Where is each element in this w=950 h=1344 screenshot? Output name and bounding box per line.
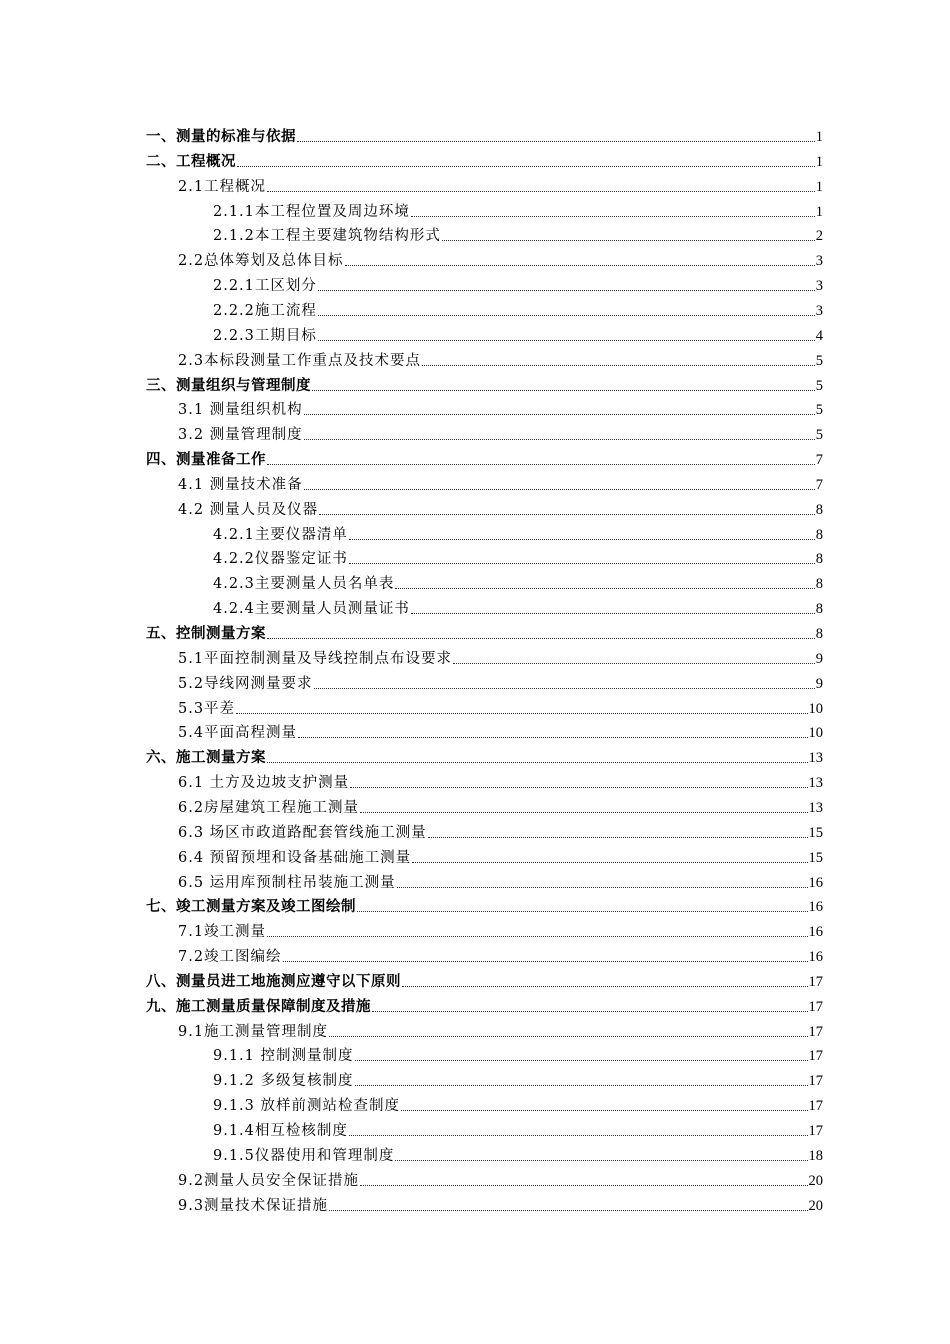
dot-leader [355, 1085, 808, 1086]
toc-entry[interactable] [213, 299, 823, 321]
toc-entry[interactable] [146, 622, 823, 644]
toc-entry-page-number: 1 [815, 153, 823, 170]
toc-entry[interactable] [213, 547, 823, 569]
dot-leader [349, 563, 815, 564]
dot-leader [312, 390, 815, 391]
toc-entry[interactable] [178, 473, 823, 495]
toc-entry-page-number: 17 [808, 973, 823, 990]
toc-entry-page-number: 16 [808, 874, 823, 891]
dot-leader [304, 414, 815, 415]
toc-entry-title: 3.2 测量管理制度 [178, 427, 303, 444]
toc-entry-title: 5.4平面高程测量 [178, 725, 298, 742]
toc-entry-page-number: 17 [808, 1098, 823, 1115]
toc-entry-page-number: 4 [815, 327, 823, 344]
dot-leader [355, 1060, 808, 1061]
toc-entry[interactable] [146, 895, 823, 917]
toc-entry-title: 2.1.1本工程位置及周边环境 [213, 203, 410, 220]
toc-entry-page-number: 5 [815, 427, 823, 444]
toc-entry-page-number: 17 [808, 1073, 823, 1090]
toc-entry[interactable] [178, 697, 823, 719]
dot-leader [237, 166, 815, 167]
toc-entry-title: 7.2竣工图编绘 [178, 949, 282, 966]
toc-entry-title: 4.2.1主要仪器清单 [213, 526, 348, 543]
dot-leader [319, 514, 815, 515]
toc-entry-title: 9.1施工测量管理制度 [178, 1023, 329, 1040]
dot-leader [267, 191, 815, 192]
dot-leader [349, 539, 815, 540]
toc-entry[interactable] [146, 746, 823, 768]
toc-entry-page-number: 17 [808, 998, 823, 1015]
toc-entry-title: 5.1平面控制测量及导线控制点布设要求 [178, 650, 453, 667]
toc-entry[interactable] [146, 995, 823, 1017]
toc-entry-title: 4.2 测量人员及仪器 [178, 501, 319, 518]
dot-leader [297, 141, 815, 142]
toc-entry[interactable] [178, 846, 823, 868]
toc-entry-title: 4.2.3主要测量人员名单表 [213, 576, 395, 593]
dot-leader [350, 787, 807, 788]
toc-entry[interactable] [213, 597, 823, 619]
toc-entry-page-number: 17 [808, 1023, 823, 1040]
dot-leader [318, 290, 815, 291]
toc-entry-title: 2.2.1工区划分 [213, 278, 317, 295]
toc-entry-title: 一、测量的标准与依据 [146, 128, 296, 145]
toc-entry-page-number: 10 [808, 725, 823, 742]
toc-entry-title: 六、施工测量方案 [146, 749, 266, 767]
dot-leader [267, 464, 815, 465]
toc-entry[interactable] [213, 324, 823, 346]
toc-entry-title: 6.3 场区市政道路配套管线施工测量 [178, 824, 427, 841]
toc-entry[interactable] [178, 721, 823, 743]
dot-leader [329, 1210, 807, 1211]
dot-leader [372, 1011, 808, 1012]
toc-entry-page-number: 20 [808, 1197, 823, 1214]
toc-entry-title: 5.2导线网测量要求 [178, 675, 313, 692]
toc-entry-page-number: 1 [815, 178, 823, 195]
toc-entry-title: 九、施工测量质量保障制度及措施 [146, 997, 371, 1015]
dot-leader [318, 315, 815, 316]
dot-leader [422, 365, 815, 366]
dot-leader [401, 1110, 807, 1111]
toc-entry[interactable] [146, 150, 823, 172]
toc-entry-page-number: 3 [815, 253, 823, 270]
toc-entry[interactable] [178, 249, 823, 271]
dot-leader [304, 439, 815, 440]
toc-entry-title: 6.2房屋建筑工程施工测量 [178, 799, 360, 816]
toc-entry-page-number: 16 [808, 949, 823, 966]
toc-entry-page-number: 2 [815, 228, 823, 245]
toc-entry-page-number: 8 [815, 601, 823, 618]
toc-entry[interactable] [178, 1194, 823, 1216]
toc-entry-title: 三、测量组织与管理制度 [146, 376, 311, 394]
toc-entry[interactable] [146, 970, 823, 992]
toc-entry-title: 2.1.2本工程主要建筑物结构形式 [213, 228, 441, 245]
toc-entry[interactable] [213, 1044, 823, 1066]
dot-leader [304, 489, 815, 490]
toc-entry-page-number: 15 [808, 849, 823, 866]
dot-leader [283, 961, 808, 962]
toc-entry[interactable] [178, 871, 823, 893]
toc-entry-title: 6.1 土方及边坡支护测量 [178, 775, 350, 792]
toc-entry[interactable] [213, 572, 823, 594]
dot-leader [402, 986, 808, 987]
toc-entry-page-number: 8 [815, 626, 823, 642]
dot-leader [411, 216, 815, 217]
toc-entry[interactable] [178, 920, 823, 942]
toc-entry-title: 2.2.3工期目标 [213, 327, 317, 344]
toc-entry-page-number: 9 [815, 650, 823, 667]
toc-entry-title: 9.1.3 放样前测站检查制度 [213, 1098, 401, 1115]
toc-entry-title: 9.1.5仪器使用和管理制度 [213, 1147, 395, 1164]
toc-entry-title: 五、控制测量方案 [146, 625, 266, 642]
dot-leader [428, 837, 808, 838]
toc-entry-title: 9.1.1 控制测量制度 [213, 1048, 354, 1065]
toc-entry-page-number: 9 [815, 675, 823, 692]
toc-entry-page-number: 13 [808, 750, 823, 767]
toc-entry[interactable] [178, 647, 823, 669]
toc-entry[interactable] [213, 1069, 823, 1091]
dot-leader [345, 265, 815, 266]
toc-entry[interactable] [213, 224, 823, 246]
toc-entry[interactable] [213, 1094, 823, 1116]
dot-leader [267, 762, 808, 763]
toc-entry-title: 7.1竣工测量 [178, 924, 267, 941]
toc-entry[interactable] [178, 349, 823, 371]
toc-entry-page-number: 13 [808, 775, 823, 792]
dot-leader [360, 1185, 807, 1186]
toc-entry-page-number: 3 [815, 278, 823, 295]
toc-entry[interactable] [178, 175, 823, 197]
dot-leader [360, 812, 807, 813]
toc-entry[interactable] [178, 398, 823, 420]
toc-entry-page-number: 17 [808, 1048, 823, 1065]
dot-leader [411, 613, 815, 614]
toc-entry[interactable] [213, 523, 823, 545]
dot-leader [412, 862, 807, 863]
dot-leader [453, 663, 815, 664]
toc-entry-title: 9.1.2 多级复核制度 [213, 1073, 354, 1090]
dot-leader [298, 737, 807, 738]
toc-entry-title: 2.2总体筹划及总体目标 [178, 253, 344, 270]
toc-entry-page-number: 15 [808, 824, 823, 841]
toc-entry-page-number: 20 [808, 1172, 823, 1189]
toc-entry[interactable] [178, 498, 823, 520]
toc-entry-title: 5.3平差 [178, 700, 236, 717]
toc-entry-page-number: 8 [815, 551, 823, 568]
toc-entry[interactable] [178, 1020, 823, 1042]
toc-entry[interactable] [146, 125, 823, 147]
toc-entry-page-number: 16 [808, 924, 823, 941]
toc-entry-page-number: 1 [815, 203, 823, 220]
toc-entry-title: 七、竣工测量方案及竣工图绘制 [146, 898, 356, 916]
dot-leader [397, 887, 808, 888]
toc-entry-title: 八、测量员进工地施测应遵守以下原则 [146, 972, 401, 990]
toc-entry-title: 2.1工程概况 [178, 178, 267, 195]
toc-entry-title: 3.1 测量组织机构 [178, 402, 303, 419]
toc-entry-page-number: 17 [808, 1123, 823, 1139]
toc-entry[interactable] [178, 1169, 823, 1191]
toc-entry-page-number: 8 [815, 526, 823, 543]
toc-entry-title: 2.2.2施工流程 [213, 302, 317, 319]
toc-entry[interactable] [213, 1119, 823, 1141]
toc-entry[interactable] [178, 945, 823, 967]
toc-entry-page-number: 5 [815, 377, 823, 394]
dot-leader [442, 240, 815, 241]
toc-entry-title: 2.3本标段测量工作重点及技术要点 [178, 352, 422, 369]
toc-entry-title: 6.5 运用库预制柱吊装施工测量 [178, 874, 396, 891]
dot-leader [267, 638, 815, 639]
toc-entry[interactable] [146, 374, 823, 396]
toc-entry-title: 4.1 测量技术准备 [178, 476, 303, 493]
dot-leader [357, 911, 808, 912]
toc-entry-title: 9.3测量技术保证措施 [178, 1197, 329, 1214]
toc-entry[interactable] [146, 448, 823, 470]
toc-entry-title: 4.2.2仪器鉴定证书 [213, 551, 348, 568]
toc-entry[interactable] [178, 672, 823, 694]
toc-entry[interactable] [178, 796, 823, 818]
dot-leader [318, 340, 815, 341]
toc-entry-page-number: 8 [815, 576, 823, 593]
toc-entry[interactable] [178, 821, 823, 843]
toc-entry-title: 6.4 预留预埋和设备基础施工测量 [178, 849, 412, 866]
toc-entry-page-number: 16 [808, 899, 823, 916]
dot-leader [349, 1135, 808, 1136]
toc-entry-page-number: 18 [808, 1147, 823, 1164]
dot-leader [267, 936, 807, 937]
toc-entry-title: 二、工程概况 [146, 152, 236, 170]
toc-entry-page-number: 5 [815, 352, 823, 369]
toc-entry[interactable] [178, 423, 823, 445]
toc-entry-page-number: 7 [815, 476, 823, 493]
toc-entry-title: 4.2.4主要测量人员测量证书 [213, 601, 410, 618]
dot-leader [236, 713, 807, 714]
toc-entry[interactable] [178, 771, 823, 793]
dot-leader [395, 1160, 807, 1161]
toc-entry-page-number: 10 [808, 700, 823, 717]
toc-entry-page-number: 1 [815, 129, 823, 145]
toc-entry[interactable] [213, 274, 823, 296]
dot-leader [395, 588, 814, 589]
toc-entry-page-number: 8 [815, 501, 823, 518]
toc-entry-page-number: 13 [808, 799, 823, 816]
dot-leader [314, 688, 815, 689]
toc-entry-title: 四、测量准备工作 [146, 451, 266, 469]
toc-entry[interactable] [213, 1144, 823, 1166]
dot-leader [329, 1036, 807, 1037]
toc-entry[interactable] [213, 200, 823, 222]
toc-entry-page-number: 5 [815, 402, 823, 419]
toc-entry-title: 9.1.4相互检核制度 [213, 1123, 348, 1139]
toc-entry-page-number: 7 [815, 452, 823, 469]
toc-entry-title: 9.2测量人员安全保证措施 [178, 1172, 360, 1189]
toc-entry-page-number: 3 [815, 302, 823, 319]
